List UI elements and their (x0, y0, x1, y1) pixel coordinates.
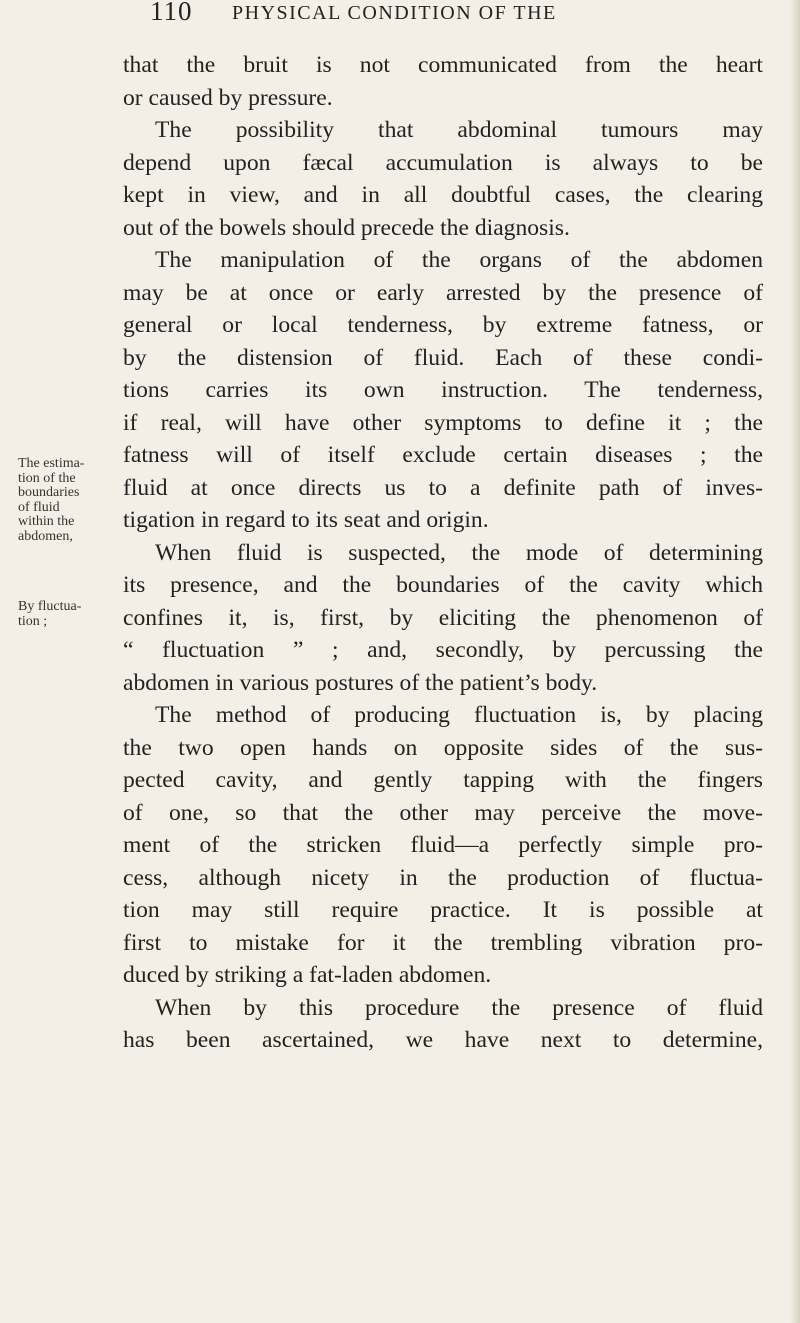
page-edge (790, 0, 800, 1323)
text-line: fluid at once directs us to a definite path of inves- (123, 474, 763, 501)
text-line: has been ascertained, we have next to determine, (123, 1027, 763, 1053)
text-line: The method of producing fluctuation is, by placing (155, 702, 763, 728)
text-line: pected cavity, and gently tapping with the fingers (123, 767, 763, 793)
text-line: may be at once or early arrested by the presence of (123, 279, 763, 306)
margin-note-line: within the (18, 514, 75, 529)
text-line: by the distension of fluid. Each of these condi- (123, 344, 763, 371)
text-line: its presence, and the boundaries of the cavity which (123, 572, 763, 598)
text-line: the two open hands on opposite sides of the sus- (123, 734, 763, 761)
text-line: cess, although nicety in the production of fluctua- (123, 864, 763, 891)
margin-note-line: tion ; (18, 613, 48, 629)
margin-note-line: The estima- (18, 456, 85, 471)
margin-note-line: of fluid (18, 499, 60, 515)
text-line: kept in view, and in all doubtful cases, the clearing (123, 182, 763, 208)
margin-note-line: By fluctua- (18, 599, 82, 614)
text-line: tions carries its own instruction. The tenderness, (123, 377, 763, 403)
text-line: that the bruit is not communicated from the heart (123, 52, 763, 78)
text-line: tigation in regard to its seat and origin. (123, 507, 489, 533)
margin-note-line: boundaries (18, 485, 80, 500)
text-line: tion may still require practice. It is possible at (123, 897, 763, 923)
margin-note-estimation (18, 457, 118, 544)
text-line: of one, so that the other may perceive the move- (123, 799, 763, 826)
page-header (150, 0, 770, 30)
page-number: 110 (150, 0, 193, 26)
text-line: “ fluctuation ” ; and, secondly, by percussing the (123, 637, 763, 663)
text-line: ment of the stricken fluid—a perfectly simple pro- (123, 832, 763, 858)
text-line: abdomen in various postures of the patient’s body. (123, 669, 598, 696)
body-text (123, 49, 763, 1057)
text-line: first to mistake for it the trembling vibration pro- (123, 929, 763, 956)
margin-note-line: abdomen, (18, 528, 73, 544)
text-line: When fluid is suspected, the mode of determining (155, 539, 763, 566)
text-line: out of the bowels should precede the diagnosis. (123, 214, 570, 241)
margin-note-line: tion of the (18, 470, 76, 486)
text-line: confines it, is, first, by eliciting the phenomenon of (123, 604, 763, 631)
text-line: duced by striking a fat-laden abdomen. (123, 962, 492, 988)
text-line: depend upon fæcal accumulation is always to be (123, 149, 763, 176)
text-line: The possibility that abdominal tumours may (155, 117, 763, 143)
text-line: The manipulation of the organs of the abdomen (155, 247, 763, 273)
text-line: fatness will of itself exclude certain diseases ; the (123, 442, 763, 468)
text-line: When by this procedure the presence of fluid (155, 994, 763, 1021)
running-title: PHYSICAL CONDITION OF THE (232, 2, 557, 24)
text-line: or caused by pressure. (123, 84, 333, 111)
text-line: general or local tenderness, by extreme fatness, or (123, 312, 763, 338)
margin-note-fluctuation (18, 600, 118, 629)
text-line: if real, will have other symptoms to define it ; the (123, 409, 763, 436)
